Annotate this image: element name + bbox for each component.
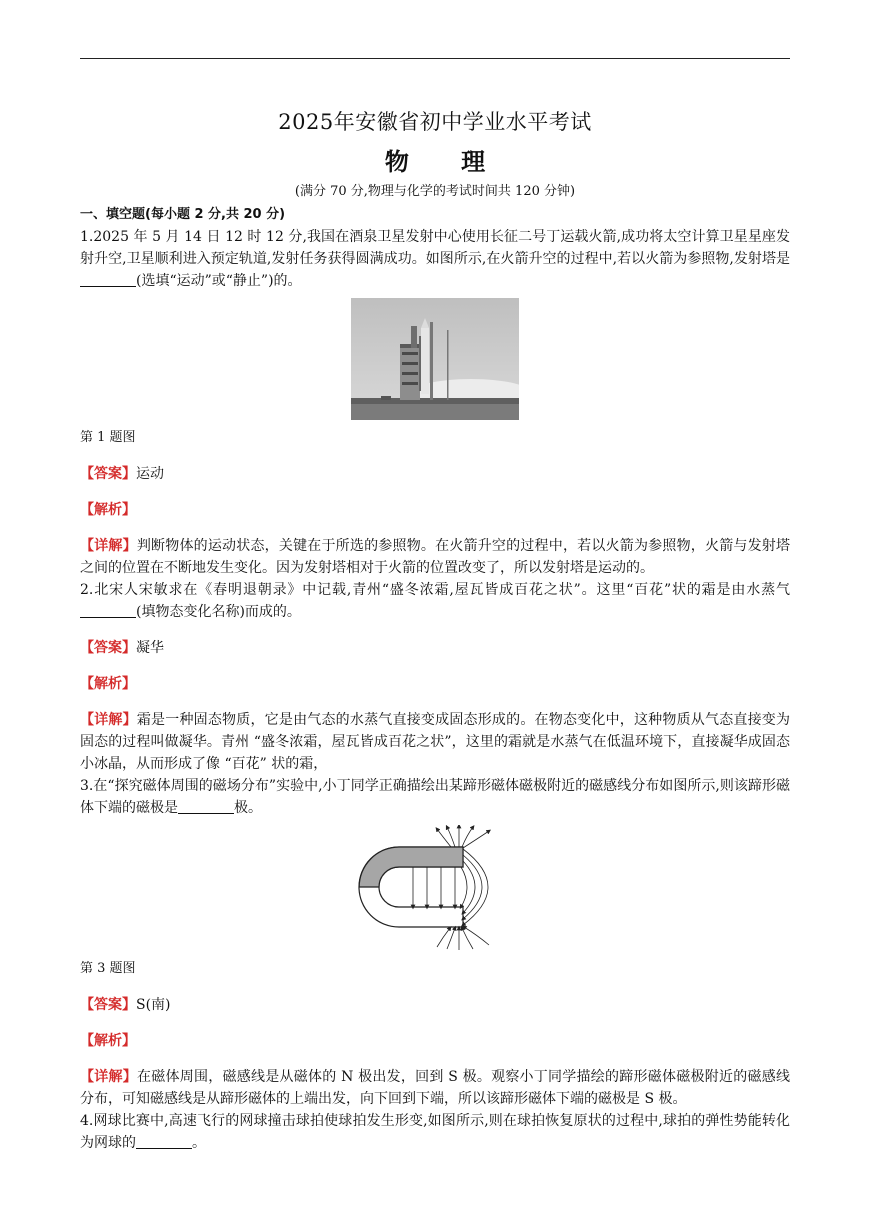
question-4-stem: 4.网球比赛中,高速飞行的网球撞击球拍使球拍发生形变,如图所示,则在球拍恢复原状的过程中,球拍的弹性势能转化为网球的	[80, 1113, 790, 1151]
figure-1-caption: 第 1 题图	[80, 430, 136, 445]
question-1-stem-end: (选填“运动”或“静止”)的。	[136, 273, 302, 289]
section-heading: 一、填空题(每小题 2 分,共 20 分)	[80, 207, 286, 222]
detail-text: 霜是一种固态物质，它是由气态的水蒸气直接变成固态形成的。在物态变化中，这种物质从气态直接变为固态的过程叫做凝华。青州 “盛冬浓霜，屋瓦皆成百花之状”，这里的霜就是水蒸气在低温环境下，直接凝华成固态小冰晶，从而形成了像 “百花” 状的霜，	[80, 712, 791, 772]
answer-text: S(南)	[136, 997, 171, 1013]
question-1	[80, 226, 790, 292]
top-rule	[80, 58, 790, 59]
detail-text: 判断物体的运动状态，关键在于所选的参照物。在火箭升空的过程中，若以火箭为参照物，火箭与发射塔之间的位置在不断地发生变化。因为发射塔相对于火箭的位置改变了，所以发射塔是运动的。	[80, 538, 791, 576]
detail-text: 在磁体周围，磁感线是从磁体的 N 极出发，回到 S 极。观察小丁同学描绘的蹄形磁体磁极附近的磁感线分布，可知磁感线是从蹄形磁体的上端出发，向下回到下端，所以该蹄形磁体下端的磁极是 S 极。	[80, 1069, 791, 1107]
analysis-label: 【解析】	[80, 1033, 136, 1049]
answer-blank	[136, 1134, 192, 1149]
answer-blank	[80, 603, 136, 618]
detail-label: 【详解】	[80, 1069, 137, 1085]
subject-title: 物 理	[384, 147, 508, 176]
answer-text: 运动	[136, 466, 164, 482]
question-3-stem: 3.在“探究磁体周围的磁场分布”实验中,小丁同学正确描绘出某蹄形磁体磁极附近的磁感线分布如图所示,则该蹄形磁体下端的磁极是	[80, 778, 790, 816]
analysis-line-1	[80, 499, 790, 521]
question-3-stem-end: 极。	[234, 800, 262, 816]
question-4-stem-end: 。	[192, 1135, 206, 1151]
question-3	[80, 775, 790, 819]
answer-blank	[178, 799, 234, 814]
analysis-line-3	[80, 1030, 790, 1052]
analysis-label: 【解析】	[80, 502, 136, 518]
detail-label: 【详解】	[80, 712, 137, 728]
answer-label: 【答案】	[80, 997, 136, 1013]
analysis-label: 【解析】	[80, 676, 136, 692]
detail-label: 【详解】	[80, 538, 137, 554]
magnet-figure	[80, 825, 790, 958]
exam-note: (满分 70 分,物理与化学的考试时间共 120 分钟)	[294, 184, 576, 199]
answer-label: 【答案】	[80, 466, 136, 482]
exam-title: 2025年安徽省初中学业水平考试	[278, 110, 592, 134]
answer-label: 【答案】	[80, 640, 136, 656]
answer-text: 凝华	[136, 640, 164, 656]
rocket-figure	[80, 298, 790, 427]
detail-paragraph-2	[80, 709, 790, 775]
question-2	[80, 579, 790, 623]
horseshoe-magnet-diagram	[355, 825, 515, 951]
analysis-line-2	[80, 673, 790, 695]
detail-paragraph-1	[80, 535, 790, 579]
answer-blank	[80, 272, 136, 287]
answer-line-2	[80, 637, 790, 659]
page-content	[80, 204, 790, 1154]
rocket-launch-photo	[351, 298, 519, 420]
question-2-stem: 2.北宋人宋敏求在《春明退朝录》中记载,青州“盛冬浓霜,屋瓦皆成百花之状”。这里“百花”状的霜是由水蒸气	[80, 582, 790, 598]
answer-line-1	[80, 463, 790, 485]
detail-paragraph-3	[80, 1066, 790, 1110]
figure-3-caption: 第 3 题图	[80, 961, 136, 976]
question-4	[80, 1110, 790, 1154]
question-1-stem: 1.2025 年 5 月 14 日 12 时 12 分,我国在酒泉卫星发射中心使用长征二号丁运载火箭,成功将太空计算卫星星座发射升空,卫星顺利进入预定轨道,发射任务获得圆满成功。如图所示,在火箭升空的过程中,若以火箭为参照物,发射塔是	[80, 229, 790, 267]
question-2-stem-end: (填物态变化名称)而成的。	[136, 604, 301, 620]
answer-line-3	[80, 994, 790, 1016]
